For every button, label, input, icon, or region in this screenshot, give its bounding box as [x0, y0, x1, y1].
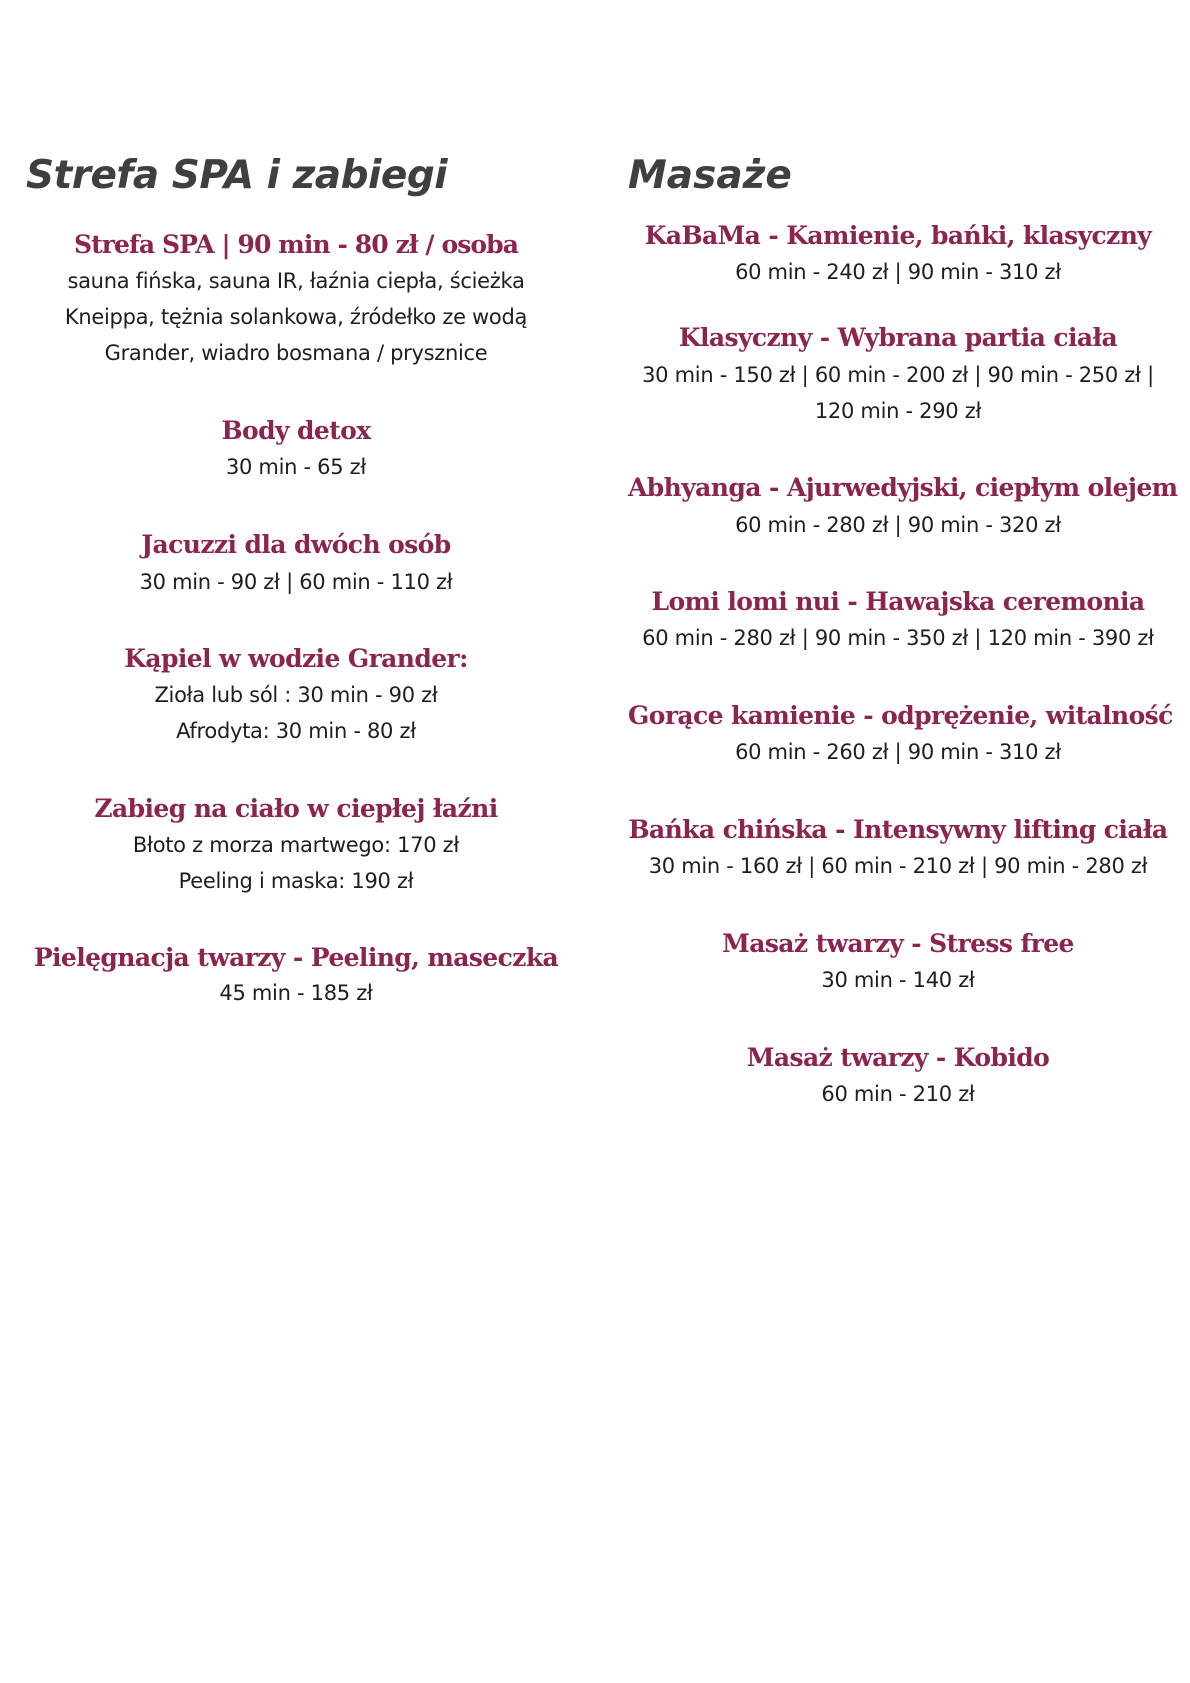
item-title: Kąpiel w wodzie Grander:	[124, 644, 468, 673]
item-price: Zioła lub sól : 30 min - 90 zł	[154, 683, 438, 707]
abhyanga-item	[628, 472, 1178, 545]
item-title: Lomi lomi nui - Hawajska ceremonia	[651, 587, 1145, 616]
item-price: 30 min - 160 zł | 60 min - 210 zł | 90 min - 280 zł	[648, 854, 1148, 878]
item-price: Peeling i maska: 190 zł	[178, 869, 414, 893]
item-price: 60 min - 210 zł	[821, 1082, 975, 1106]
item-price: 30 min - 140 zł	[821, 968, 975, 992]
grander-bath-item	[26, 643, 566, 751]
massage-column	[628, 150, 1178, 1150]
item-price: 45 min - 185 zł	[219, 981, 373, 1005]
item-detail: Grander, wiadro bosmana / prysznice	[104, 341, 488, 365]
spa-zone-item	[26, 229, 566, 373]
item-title: Body detox	[221, 416, 371, 445]
item-title: Zabieg na ciało w ciepłej łaźni	[94, 794, 498, 823]
massage-heading: Masaże	[628, 153, 792, 198]
lomi-lomi-item	[628, 586, 1168, 658]
item-detail: Kneippa, tężnia solankowa, źródełko ze wodą	[64, 305, 528, 329]
item-title: Masaż twarzy - Stress free	[722, 929, 1074, 958]
item-price: Błoto z morza martwego: 170 zł	[132, 833, 460, 857]
jacuzzi-item	[26, 529, 566, 602]
item-title: Pielęgnacja twarzy - Peeling, maseczka	[33, 943, 559, 972]
body-treatment-item	[26, 793, 566, 901]
item-title: Abhyanga - Ajurwedyjski, ciepłym olejem	[628, 473, 1178, 502]
item-price: 120 min - 290 zł	[814, 399, 982, 423]
face-care-item	[26, 942, 566, 1013]
item-title: Gorące kamienie - odprężenie, witalność	[628, 701, 1173, 730]
hot-stones-item	[628, 700, 1173, 772]
item-title: Bańka chińska - Intensywny lifting ciała	[628, 815, 1168, 844]
item-detail: sauna fińska, sauna IR, łaźnia ciepła, ścieżka	[67, 269, 525, 293]
item-title: KaBaMa - Kamienie, bańki, klasyczny	[644, 221, 1152, 250]
item-price: 60 min - 280 zł | 90 min - 320 zł	[735, 513, 1061, 537]
body-detox-item	[26, 415, 566, 487]
classic-massage-item	[628, 322, 1168, 431]
chinese-cupping-item	[628, 814, 1168, 886]
item-price: 30 min - 150 zł | 60 min - 200 zł | 90 min - 250 zł |	[642, 363, 1154, 387]
item-title: Masaż twarzy - Kobido	[746, 1043, 1050, 1072]
spa-zone-column	[26, 150, 566, 1050]
item-title: Strefa SPA | 90 min - 80 zł / osoba	[73, 230, 519, 259]
face-massage-kobido-item	[628, 1042, 1168, 1114]
item-price: 60 min - 280 zł | 90 min - 350 zł | 120 min - 390 zł	[642, 626, 1154, 650]
item-price: 60 min - 260 zł | 90 min - 310 zł	[735, 740, 1061, 764]
spa-zone-heading: Strefa SPA i zabiegi	[26, 153, 448, 198]
item-price: Afrodyta: 30 min - 80 zł	[176, 719, 416, 743]
face-massage-stress-free-item	[628, 928, 1168, 1000]
item-title: Klasyczny - Wybrana partia ciała	[678, 323, 1118, 352]
kabama-item	[628, 220, 1168, 292]
item-price: 30 min - 90 zł | 60 min - 110 zł	[139, 570, 453, 594]
item-title: Jacuzzi dla dwóch osób	[141, 530, 451, 559]
item-price: 60 min - 240 zł | 90 min - 310 zł	[735, 260, 1061, 284]
item-price: 30 min - 65 zł	[225, 455, 367, 479]
